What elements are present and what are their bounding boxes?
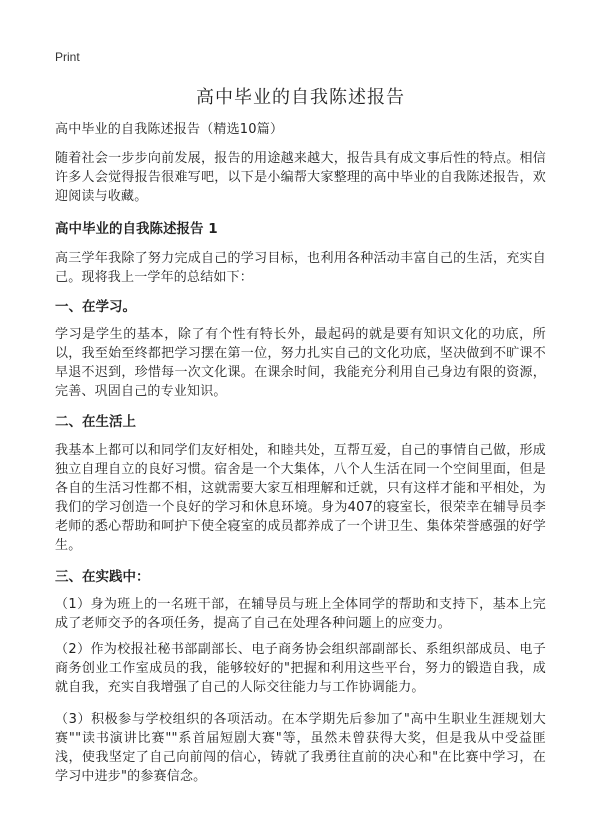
intro-paragraph: 随着社会一步步向前发展，报告的用途越来越大，报告具有成文事后性的特点。相信许多人会觉得报告很难写吧，以下是小编帮大家整理的高中毕业的自我陈述报告，欢迎阅读与收藏。 bbox=[55, 151, 546, 204]
heading-study: 一、在学习。 bbox=[55, 299, 136, 315]
heading-life: 二、在生活上 bbox=[55, 414, 136, 430]
study-paragraph: 学习是学生的基本，除了有个性有特长外，最起码的就是要有知识文化的功底，所以，我至始至终都把学习摆在第一位，努力扎实自己的文化功底，坚决做到不旷课不早退不迟到，珍惜每一次文化课。在课余时间，我能充分利用自己身边有限的资源，完善、巩固自己的专业知识。 bbox=[55, 327, 546, 399]
practice-item-2: （2）作为校报社秘书部副部长、电子商务协会组织部副部长、系组织部成员、电子商务创业工作室成员的我，能够较好的"把握和利用这些平台，努力的锻造自我，成就自我，充实自我增强了自己的人际交往能力与工作协调能力。 bbox=[55, 642, 546, 695]
document-subtitle: 高中毕业的自我陈述报告（精选10篇） bbox=[55, 122, 284, 137]
print-link[interactable]: Print bbox=[55, 50, 80, 64]
section-intro-paragraph: 高三学年我除了努力完成自己的学习目标，也利用各种活动丰富自己的生活，充实自己。现将我上一学年的总结如下： bbox=[55, 251, 546, 285]
document-title: 高中毕业的自我陈述报告 bbox=[196, 87, 405, 108]
practice-item-3: （3）积极参与学校组织的各项活动。在本学期先后参加了"高中生职业生涯规划大赛""读书演讲比赛""系首届短剧大赛"等，虽然未曾获得大奖，但是我从中受益匪浅，使我坚定了自己向前闯的信心，铸就了我勇往直前的决心和"在比赛中学习，在学习中进步"的参赛信念。 bbox=[55, 712, 546, 784]
section-title: 高中毕业的自我陈述报告 1 bbox=[55, 221, 218, 237]
heading-practice: 三、在实践中： bbox=[55, 569, 150, 585]
practice-item-1: （1）身为班上的一名班干部，在辅导员与班上全体同学的帮助和支持下，基本上完成了老师交予的各项任务，提高了自己在处理各种问题上的应变力。 bbox=[55, 597, 546, 631]
life-paragraph: 我基本上都可以和同学们友好相处，和睦共处，互帮互爱，自己的事情自己做，形成独立自理自立的良好习惯。宿舍是一个大集体，八个人生活在同一个空间里面，但是各自的生活习性都不相，这就需要大家互相理解和迁就，只有这样才能和平相处，为我们的学习创造一个良好的学习和休息环境。身为407的寝室长，很荣幸在辅导员李老师的悉心帮助和呵护下使全寝室的成员都养成了一个讲卫生、集体荣誉感强的好学生。 bbox=[55, 443, 546, 553]
